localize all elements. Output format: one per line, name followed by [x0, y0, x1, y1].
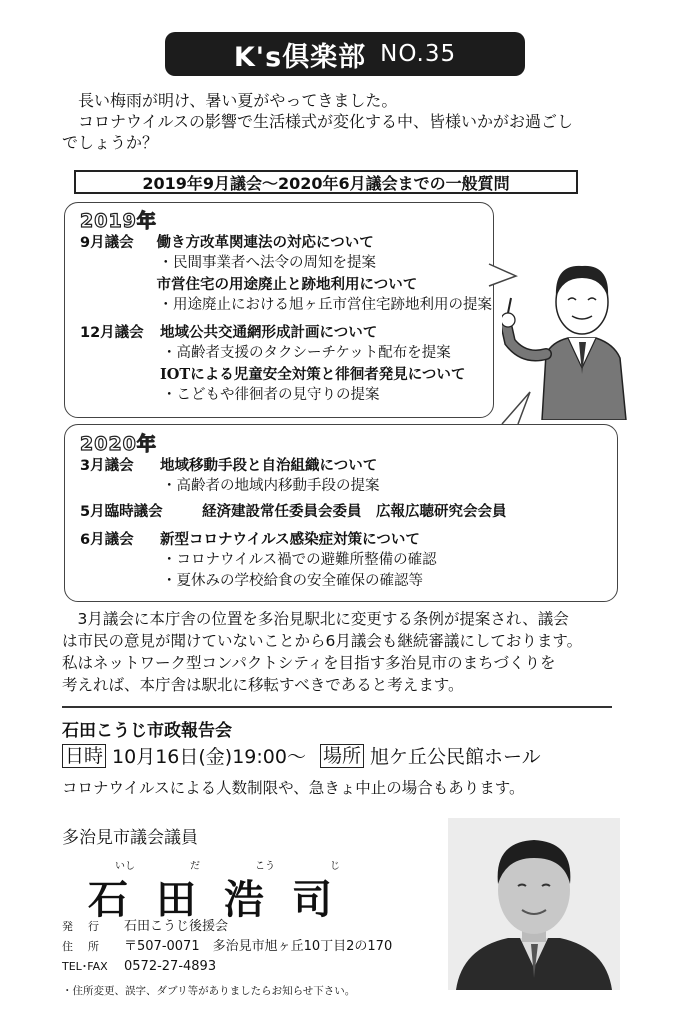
address: 〒507-0071 多治見市旭ヶ丘10丁目2の170	[124, 939, 393, 954]
session-block-sep	[80, 232, 492, 316]
paragraph-line: 私はネットワーク型コンパクトシティを目指す多治見市のまちづくりを	[62, 654, 556, 672]
issuer-label: 発 行	[62, 920, 101, 933]
divider-line	[62, 706, 612, 708]
place-value: 旭ケ丘公民館ホール	[369, 746, 541, 768]
issuer: 石田こうじ後援会	[124, 919, 229, 934]
question-detail: ・用途廃止における旭ヶ丘市営住宅跡地利用の提案	[158, 297, 492, 313]
councilor-cartoon-illustration	[502, 250, 632, 420]
intro-line-2: コロナウイルスの影響で生活様式が変化する中、皆様いかがお過ごし	[78, 112, 574, 131]
intro-line-1: 長い梅雨が明け、暑い夏がやってきました。	[78, 91, 398, 110]
question-detail: ・民間事業者へ法令の周知を提案	[158, 255, 376, 271]
question-detail: ・高齢者の地域内移動手段の提案	[162, 478, 380, 494]
paragraph-line: は市民の意見が聞けていないことから6月議会も継続審議にしております。	[62, 632, 583, 650]
report-meeting-title: 石田こうじ市政報告会	[62, 721, 232, 741]
furigana: いし	[115, 861, 135, 872]
newsletter-title: K's倶楽部	[233, 41, 367, 73]
question-detail: ・夏休みの学校給食の安全確保の確認等	[162, 573, 423, 589]
intro-text	[62, 90, 632, 153]
questions-2020	[80, 455, 610, 598]
question-detail: ・高齢者支援のタクシーチケット配布を提案	[162, 345, 451, 361]
questions-2019	[80, 232, 492, 412]
tel: 0572-27-4893	[124, 959, 217, 974]
intro-line-3: でしょうか？	[62, 133, 159, 152]
councilor-role: 多治見市議会議員	[62, 828, 198, 848]
session-block-jun	[80, 529, 610, 592]
paragraph-line: 考えれば、本庁舎は駅北に移転すべきであると考えます。	[62, 676, 464, 694]
session-label: 9月議会	[80, 235, 134, 251]
question-detail: ・コロナウイルス禍での避難所整備の確認	[162, 552, 437, 568]
date-label: 日時	[62, 744, 106, 768]
session-label: 5月臨時議会	[80, 504, 163, 520]
question-topic: 地域移動手段と自治組織について	[160, 457, 378, 474]
year-label-2020: 2020年	[80, 433, 157, 455]
newsletter-title-banner	[165, 32, 525, 76]
session-block-dec	[80, 322, 492, 406]
furigana: じ	[330, 861, 340, 872]
paragraph-line: 3月議会に本庁舎の位置を多治見駅北に変更する条例が提案され、議会	[77, 610, 569, 628]
councilor-portrait-photo	[448, 818, 620, 990]
session-label: 6月議会	[80, 532, 134, 548]
place-label: 場所	[320, 744, 364, 768]
committee-roles: 経済建設常任委員会委員 広報広聴研究会会員	[202, 503, 507, 520]
question-topic: 地域公共交通網形成計画について	[160, 324, 378, 341]
question-topic: IOTによる児童安全対策と徘徊者発見について	[160, 366, 466, 383]
session-block-may	[80, 501, 610, 523]
furigana: だ	[190, 861, 200, 872]
question-topic: 市営住宅の用途廃止と跡地利用について	[156, 276, 418, 293]
publisher-info	[62, 917, 392, 977]
question-detail: ・こどもや徘徊者の見守りの提案	[162, 387, 380, 403]
footnote: ・住所変更、誤字、ダブリ等がありましたらお知らせ下さい。	[62, 985, 356, 997]
question-topic: 働き方改革関連法の対応について	[156, 234, 374, 251]
issue-number: NO.35	[380, 41, 457, 67]
question-topic: 新型コロナウイルス感染症対策について	[160, 531, 420, 548]
date-value: 10月16日(金)19:00～	[112, 746, 306, 768]
year-label-2019: 2019年	[80, 210, 157, 232]
councilor-name: 石田浩司	[88, 876, 360, 923]
session-label: 12月議会	[80, 325, 144, 341]
city-hall-paragraph	[62, 608, 632, 696]
covid-notice: コロナウイルスによる人数制限や、急きょ中止の場合もあります。	[62, 779, 525, 797]
address-label: 住 所	[62, 940, 101, 953]
session-block-mar	[80, 455, 610, 497]
tel-label: TEL･FAX	[62, 960, 108, 973]
furigana: こう	[255, 861, 275, 872]
session-label: 3月議会	[80, 458, 134, 474]
section-title: 2019年9月議会～2020年6月議会までの一般質問	[74, 170, 578, 194]
meeting-schedule	[62, 742, 541, 769]
